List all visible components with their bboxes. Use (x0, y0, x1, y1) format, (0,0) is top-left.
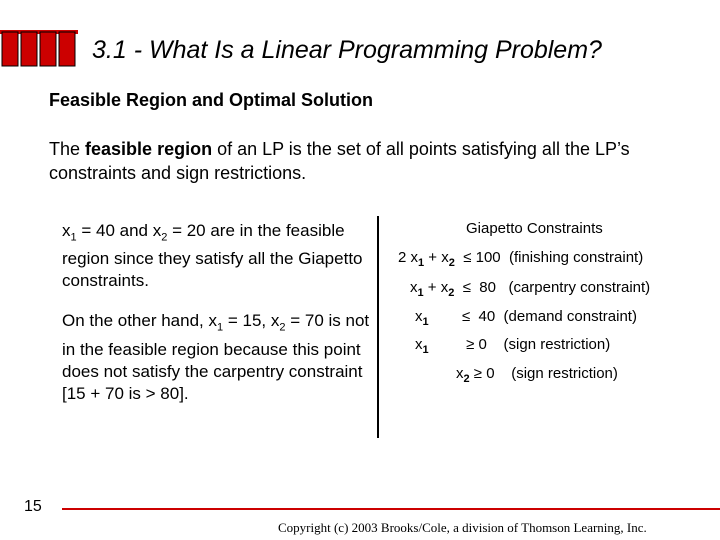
constraint-carpentry: $x_1 + x_2 \le 80$ (carpentry constraint) (410, 279, 651, 299)
constraint-sign-x1: $x_1$ ≥ 0 (sign restriction) (415, 336, 611, 356)
constraints-heading: Giapetto Constraints (466, 220, 603, 237)
definition-post: of an LP is the set of all points satisfying all the LP’s constraints and sign restrictions. (49, 139, 630, 183)
section-heading: Feasible Region and Optimal Solution (49, 90, 374, 110)
feasible-example-paragraph: $x_1 = 40$ and $x_2 = 20$ are in the feasible region since they satisfy all the Giapetto constraints. (62, 221, 363, 291)
page-number: 15 (24, 498, 42, 515)
definition-text (49, 137, 689, 185)
infeasible-example-paragraph: On the other hand, $x_1 = 15$, $x_2 = 70$ is not in the feasible region because this point does not satisfy the carpentry constraint [15 + 70 is > 80]. (62, 311, 370, 403)
column-divider (377, 216, 379, 438)
left-column (62, 220, 372, 423)
definition-pre: The (49, 139, 86, 159)
slide-logo-bars (0, 30, 78, 68)
copyright-notice: Copyright (c) 2003 Brooks/Cole, a division of Thomson Learning, Inc. (278, 520, 647, 535)
slide-title: 3.1 - What Is a Linear Programming Problem? (92, 36, 602, 64)
definition-term: feasible region (85, 139, 213, 159)
footer-rule (62, 508, 720, 510)
constraint-demand: $x_1$ ≤ 40 (demand constraint) (415, 308, 637, 328)
constraint-finishing: 2 $x_1 + x_2 \le 100$ (finishing constraint) (398, 249, 644, 269)
constraint-sign-x2: $x_2 \ge 0$ (sign restriction) (456, 365, 618, 385)
